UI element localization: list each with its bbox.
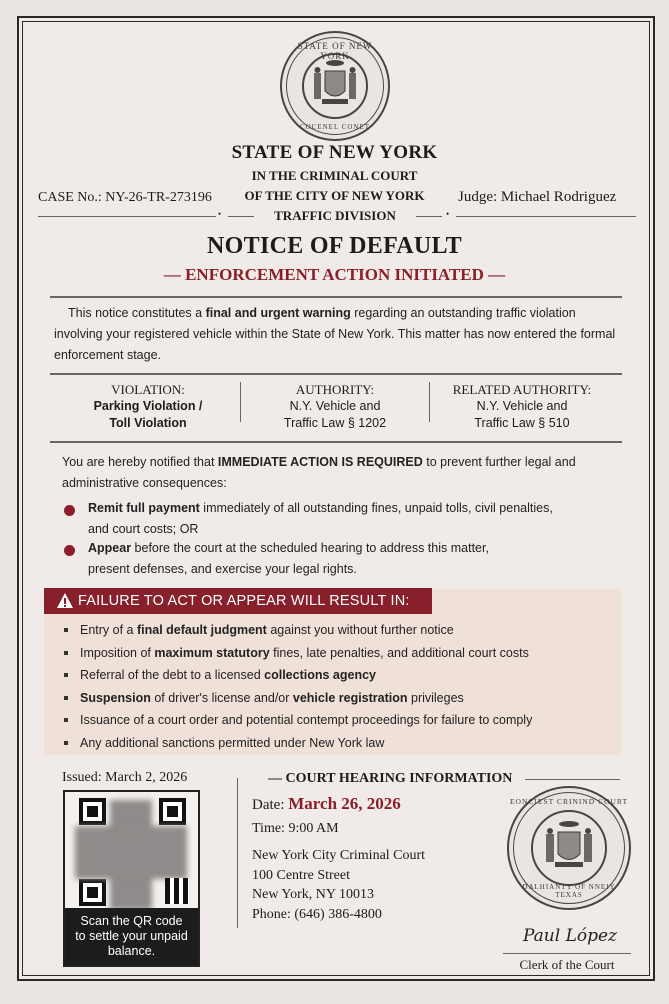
notice-title: NOTICE OF DEFAULT bbox=[207, 233, 462, 259]
consequence-item: Suspension of driver's license and/or vehicle registration privileges bbox=[64, 687, 532, 710]
bullet-dot-icon bbox=[64, 545, 75, 556]
clerk-title: Clerk of the Court bbox=[519, 957, 615, 972]
court-address bbox=[252, 846, 425, 924]
qr-caption bbox=[65, 908, 198, 965]
option-appear-text-2: present defenses, and exercise your legal rights. bbox=[88, 562, 357, 576]
option-pay-bold: Remit full payment bbox=[88, 501, 200, 515]
violation-column bbox=[58, 381, 238, 432]
hearing-date-label: Date: bbox=[252, 797, 289, 813]
consequence-item: Entry of a final default judgment against you without further notice bbox=[64, 619, 532, 642]
warning-banner-text: FAILURE TO ACT OR APPEAR WILL RESULT IN: bbox=[78, 593, 410, 609]
divider-line bbox=[38, 216, 216, 217]
divider-dot: • bbox=[446, 209, 450, 219]
qr-finder-icon bbox=[159, 798, 186, 825]
qr-caption-line: to settle your unpaid bbox=[75, 929, 188, 943]
violation-line-2: Toll Violation bbox=[109, 416, 187, 430]
divider-line bbox=[525, 779, 620, 780]
court-seal-bottom bbox=[507, 786, 631, 910]
authority-heading: AUTHORITY: bbox=[295, 382, 375, 397]
court-street: 100 Centre Street bbox=[252, 867, 350, 883]
consequence-item: Issuance of a court order and potential contempt proceedings for failure to comply bbox=[64, 709, 532, 732]
state-seal-top bbox=[280, 31, 390, 141]
judge-name: Judge: Michael Rodriguez bbox=[458, 189, 617, 205]
division-label: TRAFFIC DIVISION bbox=[274, 208, 396, 223]
authority-line-1: N.Y. Vehicle and bbox=[289, 399, 381, 413]
court-line-2: OF THE CITY OF NEW YORK bbox=[244, 188, 425, 203]
state-heading: STATE OF NEW YORK bbox=[231, 142, 438, 163]
action-text: You are hereby notified that bbox=[62, 455, 218, 469]
option-appear-text: before the court at the scheduled hearing to address this matter, bbox=[131, 541, 489, 555]
signature-line bbox=[503, 953, 631, 954]
hearing-heading: — COURT HEARING INFORMATION bbox=[268, 771, 513, 786]
court-city: New York, NY 10013 bbox=[252, 887, 374, 902]
option-pay-text-2: and court costs; OR bbox=[88, 522, 199, 536]
qr-finder-icon bbox=[79, 879, 106, 906]
warning-triangle-icon bbox=[56, 592, 74, 609]
related-authority-line-2: Traffic Law § 510 bbox=[474, 416, 570, 430]
section-rule bbox=[50, 441, 622, 443]
section-rule bbox=[50, 373, 622, 375]
related-authority-heading: RELATED AUTHORITY: bbox=[452, 382, 592, 397]
bullet-dot-icon bbox=[64, 505, 75, 516]
seal-top-text: EONCIEST CRININD COURT bbox=[509, 797, 629, 806]
related-authority-line-1: N.Y. Vehicle and bbox=[476, 399, 568, 413]
clerk-signature: Paul López bbox=[522, 926, 618, 946]
intro-paragraph bbox=[54, 303, 624, 366]
intro-text-rest: regarding an outstanding traffic violation involving your registered vehicle within the State of New York. This matter has now entered the formal enforcement stage. bbox=[54, 306, 616, 362]
section-rule bbox=[50, 296, 622, 298]
seal-top-text: STATE OF NEW YORK bbox=[297, 41, 373, 61]
issued-date: Issued: March 2, 2026 bbox=[62, 770, 188, 785]
divider-line bbox=[228, 216, 254, 217]
action-paragraph bbox=[62, 452, 622, 494]
court-line-1: IN THE CRIMINAL COURT bbox=[251, 168, 418, 183]
action-emphasis: IMMEDIATE ACTION IS REQUIRED bbox=[217, 455, 423, 469]
option-appear bbox=[88, 538, 618, 580]
qr-caption-line: balance. bbox=[107, 944, 156, 958]
consequences-list bbox=[64, 619, 532, 754]
qr-caption-line: Scan the QR code bbox=[80, 914, 183, 928]
intro-emphasis: final and urgent warning bbox=[205, 306, 351, 320]
consequence-item: Any additional sanctions permitted under New York law bbox=[64, 732, 532, 755]
notice-subtitle: — ENFORCEMENT ACTION INITIATED — bbox=[163, 265, 506, 284]
authority-line-2: Traffic Law § 1202 bbox=[283, 416, 387, 430]
option-pay-text: immediately of all outstanding fines, unpaid tolls, civil penalties, bbox=[199, 501, 553, 515]
option-pay bbox=[88, 498, 618, 540]
qr-blurred-area bbox=[75, 826, 187, 879]
qr-modules bbox=[165, 878, 189, 904]
consequence-item: Imposition of maximum statutory fines, late penalties, and additional court costs bbox=[64, 642, 532, 665]
qr-finder-icon bbox=[79, 798, 106, 825]
seal-bottom-text: DALHIANTY OF NNEIY TEXAS bbox=[522, 883, 616, 899]
divider-dot: • bbox=[218, 209, 222, 219]
case-number: CASE No.: NY-26-TR-273196 bbox=[38, 190, 212, 205]
hearing-date bbox=[252, 794, 401, 816]
violation-heading: VIOLATION: bbox=[111, 382, 185, 397]
violation-line-1: Parking Violation / bbox=[93, 399, 203, 413]
qr-code[interactable] bbox=[63, 790, 200, 967]
seal-bottom-text: COCENEL CONET bbox=[299, 123, 371, 131]
column-divider bbox=[237, 778, 238, 928]
hearing-time: Time: 9:00 AM bbox=[252, 821, 339, 836]
court-phone: Phone: (646) 386-4800 bbox=[252, 906, 382, 922]
option-appear-bold: Appear bbox=[88, 541, 132, 555]
column-divider bbox=[240, 382, 241, 422]
warning-banner bbox=[44, 588, 432, 614]
authority-column bbox=[245, 381, 425, 432]
hearing-date-value: March 26, 2026 bbox=[288, 794, 401, 813]
action-text-rest: to prevent further legal and administrative consequences: bbox=[62, 455, 576, 490]
intro-text: This notice constitutes a bbox=[68, 306, 206, 320]
related-authority-column bbox=[422, 381, 622, 432]
divider-line bbox=[416, 216, 442, 217]
consequence-item: Referral of the debt to a licensed collections agency bbox=[64, 664, 532, 687]
divider-line bbox=[456, 216, 636, 217]
court-name: New York City Criminal Court bbox=[252, 848, 426, 863]
